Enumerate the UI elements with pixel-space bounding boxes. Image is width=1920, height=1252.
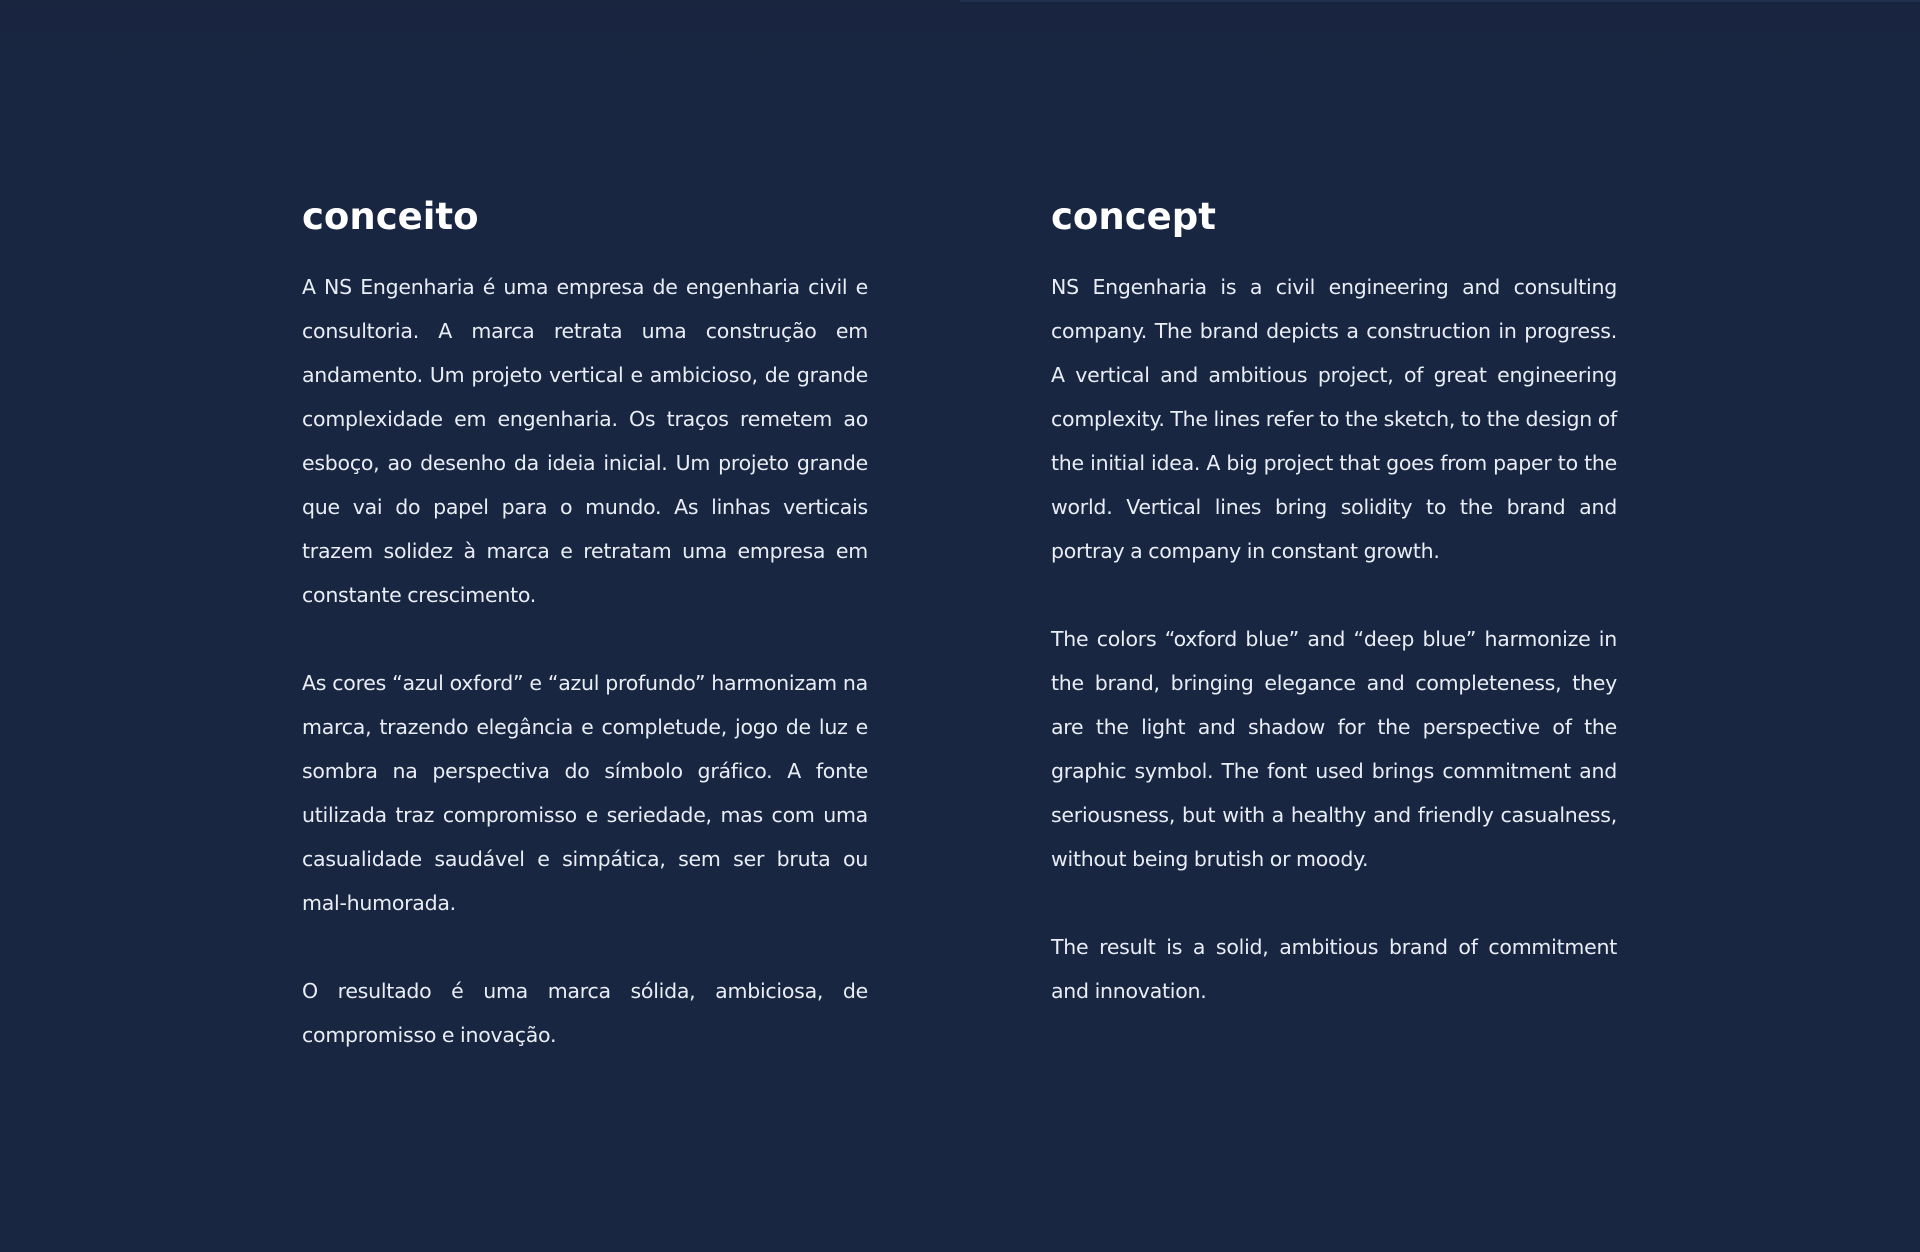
portuguese-heading: conceito [302, 195, 479, 238]
portuguese-body [302, 265, 868, 1057]
english-heading: concept [1051, 195, 1216, 238]
english-body [1051, 265, 1617, 1013]
english-paragraph-1: NS Engenharia is a civil engineering and consulting company. The brand depicts a construction in progress. A vertical and ambitious project, of great engineering complexity. The lines refer to the sketch, to the design of the initial idea. A big project that goes from paper to the world. Vertical lines bring solidity to the brand and portray a company in constant growth. [1051, 275, 1617, 563]
portuguese-column [302, 192, 868, 1057]
english-paragraph-3: The result is a solid, ambitious brand of commitment and innovation. [1051, 935, 1617, 1003]
english-column [1051, 192, 1617, 1013]
portuguese-paragraph-1: A NS Engenharia é uma empresa de engenharia civil e consultoria. A marca retrata uma construção em andamento. Um projeto vertical e ambicioso, de grande complexidade em engenharia. Os traços remetem ao esboço, ao desenho da ideia inicial. Um projeto grande que vai do papel para o mundo. As linhas verticais trazem solidez à marca e retratam uma empresa em constante crescimento. [302, 275, 868, 607]
top-edge-divider [960, 0, 1920, 2]
english-paragraph-2: The colors “oxford blue” and “deep blue” harmonize in the brand, bringing elegance and completeness, they are the light and shadow for the perspective of the graphic symbol. The font used brings commitment and seriousness, but with a healthy and friendly casualness, without being brutish or moody. [1051, 627, 1617, 871]
portuguese-paragraph-3: O resultado é uma marca sólida, ambiciosa, de compromisso e inovação. [302, 979, 868, 1047]
portuguese-paragraph-2: As cores “azul oxford” e “azul profundo” harmonizam na marca, trazendo elegância e completude, jogo de luz e sombra na perspectiva do símbolo gráfico. A fonte utilizada traz compromisso e seriedade, mas com uma casualidade saudável e simpática, sem ser bruta ou mal-humorada. [302, 671, 868, 915]
